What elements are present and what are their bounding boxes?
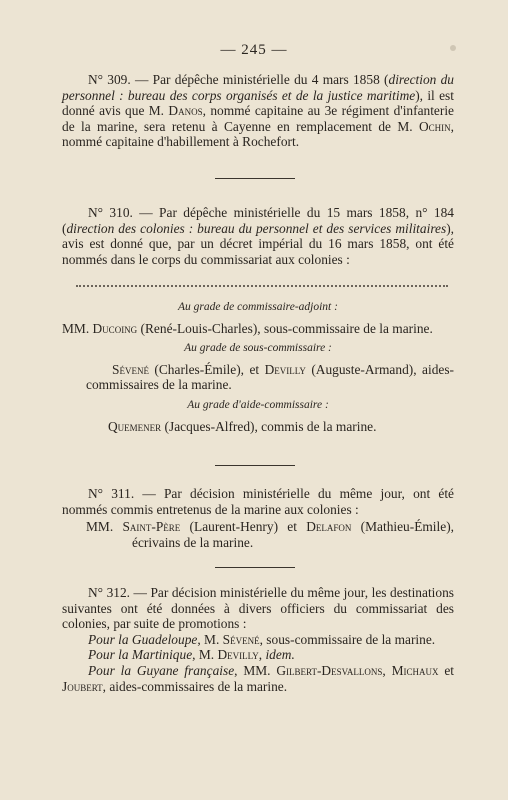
paper-spot [450, 45, 456, 51]
separator-rule [215, 178, 295, 179]
name-joubert: Joubert [62, 678, 103, 694]
grade-heading-commissaire-adjoint: Au grade de commissaire-adjoint : [178, 301, 338, 313]
name-michaux: Michaux [391, 662, 439, 678]
s309-department: direction du personnel : bureau des corps organisés et de la justice maritime [62, 72, 455, 103]
s309-name-danos: Danos [168, 103, 203, 119]
martinique-text-a: , M. [192, 647, 218, 663]
appointment-saint-pere-delafon [62, 519, 454, 550]
destination-guadeloupe [62, 632, 454, 648]
name-devilly: Devilly [217, 647, 259, 663]
s310-number: N° 310. — Par dépêche ministérielle du 15 mars 1858, n° 184 ( [62, 205, 454, 236]
dotted-leader [76, 285, 448, 287]
quemener-details: (Jacques-Alfred), commis de la marine. [161, 418, 377, 434]
s309-text-b: , nommé capitaine au 3e régiment d'infanterie de la marine, sera retenu à Cayenne en remplacement de M. [62, 103, 454, 134]
grade-heading-aide-commissaire: Au grade d'aide-commissaire : [187, 398, 329, 411]
section-311-text: N° 311. — Par décision ministérielle du même jour, ont été nommés commis entretenus de la marine aux colonies : [62, 486, 454, 517]
section-310 [62, 205, 454, 267]
s310-text: ), avis est donné que, par un décret impérial du 16 mars 1858, ont été nommés dans le corps du commissariat aux colonies : [62, 220, 454, 267]
s309-text-a: ), il est donné avis que M. [62, 87, 454, 119]
separator-rule [215, 465, 295, 466]
guyane-text-d: , aides-commissaires de la marine. [102, 678, 288, 694]
devilly-details: (Auguste-Armand), aides-commissaires de la marine. [86, 361, 454, 393]
mm-prefix: MM. [86, 519, 123, 535]
s309-text-c: , nommé capitaine d'habillement à Rochefort. [62, 118, 454, 150]
sevene-details: (Charles-Émile), et [148, 361, 265, 377]
section-310-appointments [62, 300, 454, 434]
s309-name-ochin: Ochin [418, 118, 451, 134]
separator-rule [215, 567, 295, 568]
section-311 [62, 486, 454, 550]
section-312 [62, 585, 454, 694]
mm-prefix: MM. [62, 320, 93, 336]
guadeloupe-text-b: , sous-commissaire de la marine. [259, 631, 436, 647]
name-saint-pere: Saint-Père [122, 519, 181, 535]
name-sevene: Sévené [222, 631, 260, 647]
place-guyane: Pour la Guyane française [88, 662, 235, 678]
grade-heading-sous-commissaire: Au grade de sous-commissaire : [184, 342, 332, 355]
place-martinique: Pour la Martinique [88, 647, 193, 663]
section-312-text: N° 312. — Par décision ministérielle du même jour, les destinations suivantes ont été données à divers officiers du commissariat des colonies, par suite de promotions : [62, 585, 454, 632]
saint-pere-details: (Laurent-Henry) et [180, 519, 307, 535]
name-ducoing: Ducoing [92, 320, 138, 336]
name-quemener: Quemener [108, 418, 162, 434]
destination-guyane [62, 663, 454, 694]
appointment-sevene-devilly [62, 362, 454, 393]
appointment-ducoing [62, 321, 454, 337]
name-sevene: Sévené [112, 361, 149, 377]
ducoing-details: (René-Louis-Charles), sous-commissaire de la marine. [137, 320, 433, 336]
delafon-details: (Mathieu-Émile), écrivains de la marine. [132, 519, 454, 550]
guadeloupe-text-a: , M. [197, 631, 223, 647]
s309-number: N° 309. — Par dépêche ministérielle du 4 mars 1858 ( [88, 72, 389, 87]
idem: idem. [265, 647, 295, 663]
destination-martinique [62, 647, 454, 663]
guyane-text-c: et [438, 662, 454, 678]
section-309-text [62, 72, 454, 150]
guyane-text-a: , MM. [234, 662, 277, 678]
name-devilly: Devilly [264, 361, 306, 377]
guyane-text-b: , [382, 662, 392, 678]
martinique-text-b: , [258, 647, 266, 663]
place-guadeloupe: Pour la Guadeloupe [88, 631, 198, 647]
section-310-text [62, 205, 454, 267]
s310-department: direction des colonies : bureau du personnel et des services militaires [66, 220, 447, 236]
appointment-quemener [62, 419, 454, 435]
section-309 [62, 72, 454, 150]
name-delafon: Delafon [306, 519, 352, 535]
name-gilbert-desvallons: Gilbert-Desvallons [276, 662, 383, 678]
page-number: — 245 — [220, 42, 288, 58]
